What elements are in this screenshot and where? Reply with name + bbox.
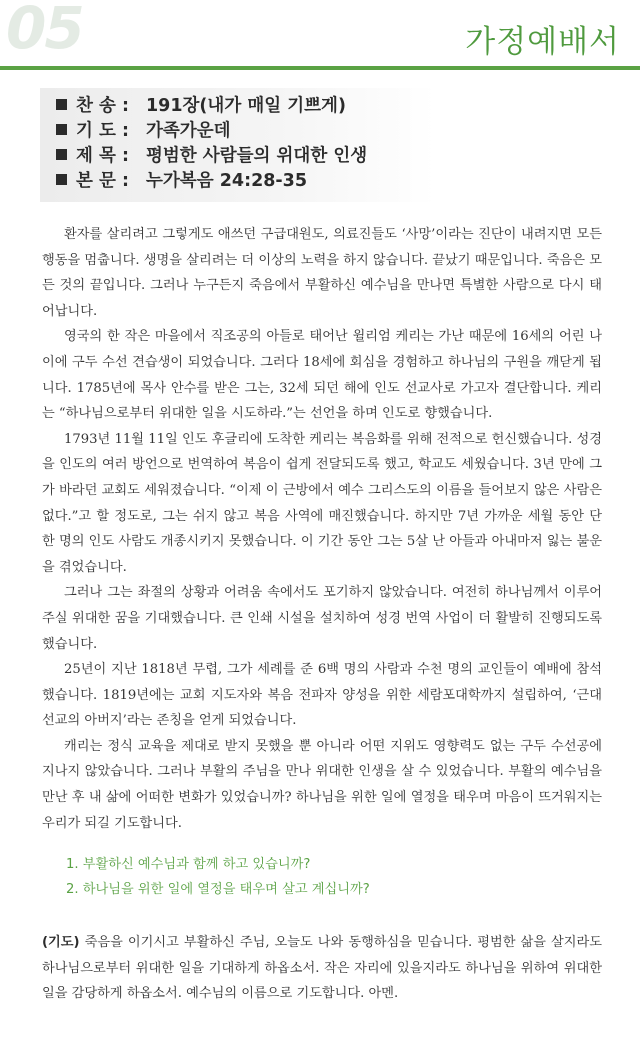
info-title xyxy=(56,144,436,169)
info-value: 누가복음 24:28-35 xyxy=(146,171,308,191)
question-item: 2. 하나님을 위한 일에 열정을 태우며 살고 계십니까? xyxy=(66,882,370,897)
info-value: 191장(내가 매일 기쁘게) xyxy=(146,96,346,116)
prayer-label: (기도) xyxy=(42,935,80,950)
question-item: 1. 부활하신 예수님과 함께 하고 있습니까? xyxy=(66,857,311,872)
header-divider xyxy=(0,66,640,70)
info-label: 찬 송 : xyxy=(76,96,129,116)
prayer-text: 죽음을 이기시고 부활하신 주님, 오늘도 나와 동행하심을 믿습니다. 평범한 삶을 살지라도 하나님으로부터 위대한 일을 기대하게 하옵소서. 작은 자리에 있을지라도 하나님을 위하여 위대한 일을 감당하게 하옵소서. 예수님의 이름으로 기도합니다. 아멘. xyxy=(42,935,602,1002)
closing-prayer xyxy=(42,930,602,1007)
body-paragraph: 그러나 그는 좌절의 상황과 어려움 속에서도 포기하지 않았습니다. 여전히 하나님께서 이루어주실 위대한 꿈을 기대했습니다. 큰 인쇄 시설을 설치하여 성경 번역 사업이 더 활발히 진행되도록 했습니다. xyxy=(42,585,602,652)
info-label: 본 문 : xyxy=(76,171,129,191)
body-paragraph: 25년이 지난 1818년 무렵, 그가 세례를 준 6백 명의 사람과 수천 명의 교인들이 예배에 참석했습니다. 1819년에는 교회 지도자와 복음 전파자 양성을 위한 세람포대학까지 설립하여, ‘근대 선교의 아버지’라는 존칭을 얻게 되었습니다. xyxy=(42,662,602,729)
info-value: 평범한 사람들의 위대한 인생 xyxy=(146,146,368,166)
page-header xyxy=(0,0,640,80)
page-title: 가정예배서 xyxy=(465,24,620,60)
body-paragraph: 영국의 한 작은 마을에서 직조공의 아들로 태어난 윌리엄 케리는 가난 때문에 16세의 어린 나이에 구두 수선 견습생이 되었습니다. 그러다 18세에 회심을 경험하고 하나님의 구원을 깨닫게 됩니다. 1785년에 목사 안수를 받은 그는, 32세 되던 해에 인도 선교사로 가고자 결단합니다. 케리는 “하나님으로부터 위대한 일을 시도하라.”는 선언을 하며 인도로 향했습니다. xyxy=(42,329,602,422)
info-hymn xyxy=(56,94,436,119)
worship-info-box xyxy=(40,88,436,202)
reflection-questions xyxy=(66,852,586,902)
bullet-square-icon xyxy=(56,174,67,185)
body-paragraph: 환자를 살리려고 그렇게도 애쓰던 구급대원도, 의료진들도 ‘사망’이라는 진단이 내려지면 모든 행동을 멈춥니다. 생명을 살리려는 더 이상의 노력을 하지 않습니다. 끝났기 때문입니다. 죽음은 모든 것의 끝입니다. 그러나 누구든지 죽음에서 부활하신 예수님을 만나면 특별한 사람으로 다시 태어납니다. xyxy=(42,227,602,319)
page-number: 05 xyxy=(6,0,83,62)
body-paragraph: 1793년 11월 11일 인도 후글리에 도착한 케리는 복음화를 위해 전적으로 헌신했습니다. 성경을 인도의 여러 방언으로 번역하여 복음이 쉽게 전달되도록 했고, 학교도 세웠습니다. 3년 만에 그가 바라던 교회도 세워졌습니다. “이제 이 근방에서 예수 그리스도의 이름을 들어보지 않은 사람은 없다.”고 할 정도로, 그는 쉬지 않고 복음 사역에 매진했습니다. 하지만 7년 가까운 세월 동안 단 한 명의 인도 사람도 개종시키지 못했습니다. 이 기간 동안 그는 5살 난 아들과 아내마저 잃는 불운을 겪었습니다. xyxy=(42,431,602,575)
sermon-body xyxy=(42,222,602,836)
info-scripture xyxy=(56,169,436,194)
info-label: 제 목 : xyxy=(76,146,129,166)
info-label: 기 도 : xyxy=(76,121,129,141)
prayer-paragraph xyxy=(42,930,602,1007)
bullet-square-icon xyxy=(56,124,67,135)
info-value: 가족가운데 xyxy=(146,121,231,141)
body-paragraph: 캐리는 정식 교육을 제대로 받지 못했을 뿐 아니라 어떤 지위도 영향력도 없는 구두 수선공에 지나지 않았습니다. 그러나 부활의 주님을 만나 위대한 인생을 살 수 있었습니다. 부활의 예수님을 만난 후 내 삶에 어떠한 변화가 있었습니까? 하나님을 위한 일에 열정을 태우며 마음이 뜨거워지는 우리가 되길 기도합니다. xyxy=(42,738,602,831)
bullet-square-icon xyxy=(56,149,67,160)
bullet-square-icon xyxy=(56,99,67,110)
info-prayer xyxy=(56,119,436,144)
